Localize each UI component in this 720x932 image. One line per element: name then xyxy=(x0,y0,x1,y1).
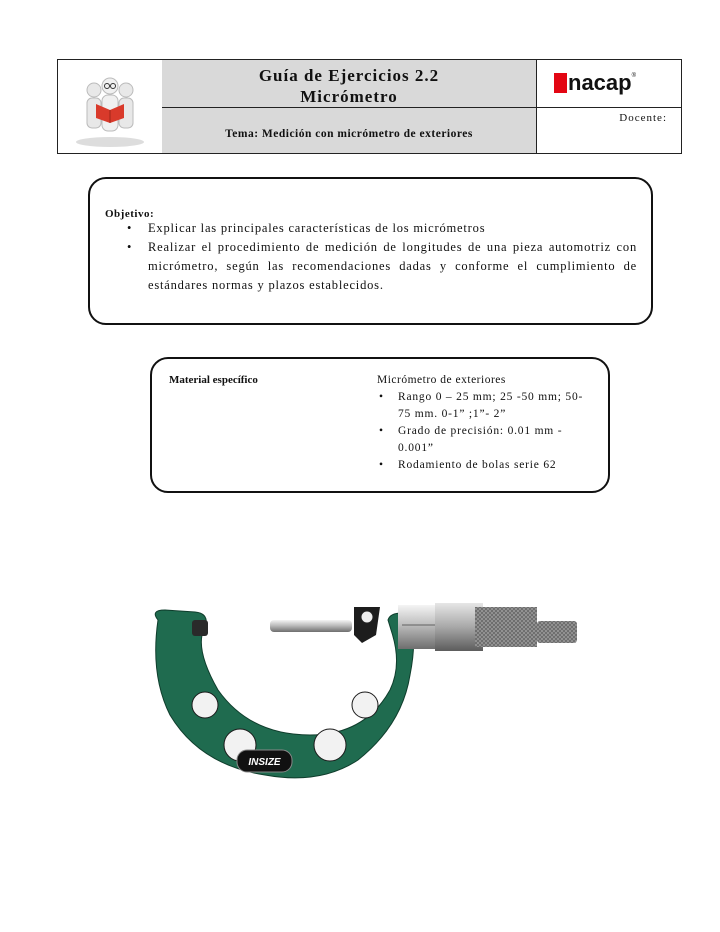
spindle xyxy=(270,620,352,632)
material-box xyxy=(150,357,610,493)
title-box xyxy=(162,60,536,108)
objective-box xyxy=(88,177,653,325)
people-reading-icon xyxy=(58,60,162,153)
teacher-label: Docente: xyxy=(619,112,667,124)
objective-item-text: Realizar el procedimiento de medición de longitudes de una pieza automotriz con micrómetro, según las recomendaciones dadas y conforme el cumplimiento de estándares normas y plazos establecidos. xyxy=(148,240,637,292)
thimble-knurl xyxy=(475,607,537,647)
material-item-text: Grado de precisión: 0.01 mm - 0.001” xyxy=(398,425,563,454)
logo-red-square xyxy=(554,73,567,93)
logo-text: nacap xyxy=(568,70,632,95)
material-item-text: Rodamiento de bolas serie 62 xyxy=(398,459,557,471)
brand-cell xyxy=(536,60,681,108)
material-list xyxy=(377,389,592,474)
header-table xyxy=(57,59,682,154)
guide-title: Guía de Ejercicios 2.2 xyxy=(258,66,440,85)
objective-list xyxy=(110,219,637,295)
material-title: Micrómetro de exteriores xyxy=(377,374,506,386)
material-item-text: Rango 0 – 25 mm; 25 -50 mm; 50-75 mm. 0-1” ;1”- 2” xyxy=(398,391,584,420)
header-title-column xyxy=(162,60,537,153)
list-item xyxy=(377,457,592,474)
list-item xyxy=(377,389,592,423)
guide-subtitle: Micrómetro xyxy=(300,87,398,106)
lock-knob xyxy=(361,611,373,623)
frame-hole xyxy=(314,729,346,761)
frame-hole xyxy=(192,692,218,718)
header-right-column xyxy=(536,60,681,153)
logo-registered-mark: ® xyxy=(631,73,637,79)
inacap-logo xyxy=(554,70,637,95)
objective-item-text: Explicar las principales características de los micrómetros xyxy=(148,221,486,235)
list-item xyxy=(110,219,637,238)
anvil xyxy=(192,620,208,636)
list-item xyxy=(110,238,637,295)
bullet-icon: • xyxy=(127,221,133,235)
ratchet xyxy=(537,621,577,643)
bullet-icon: • xyxy=(379,425,384,437)
micrometer-image xyxy=(140,595,580,795)
header-illustration-cell xyxy=(58,60,163,153)
material-label: Material específico xyxy=(169,374,258,386)
brand-badge-text: INSIZE xyxy=(248,757,281,768)
list-item xyxy=(377,423,592,457)
bullet-icon: • xyxy=(379,391,384,403)
bullet-icon: • xyxy=(379,459,384,471)
bullet-icon: • xyxy=(127,240,133,254)
topic-line: Tema: Medición con micrómetro de exteriores xyxy=(162,108,536,153)
frame-hole xyxy=(352,692,378,718)
objective-label: Objetivo: xyxy=(105,208,155,220)
